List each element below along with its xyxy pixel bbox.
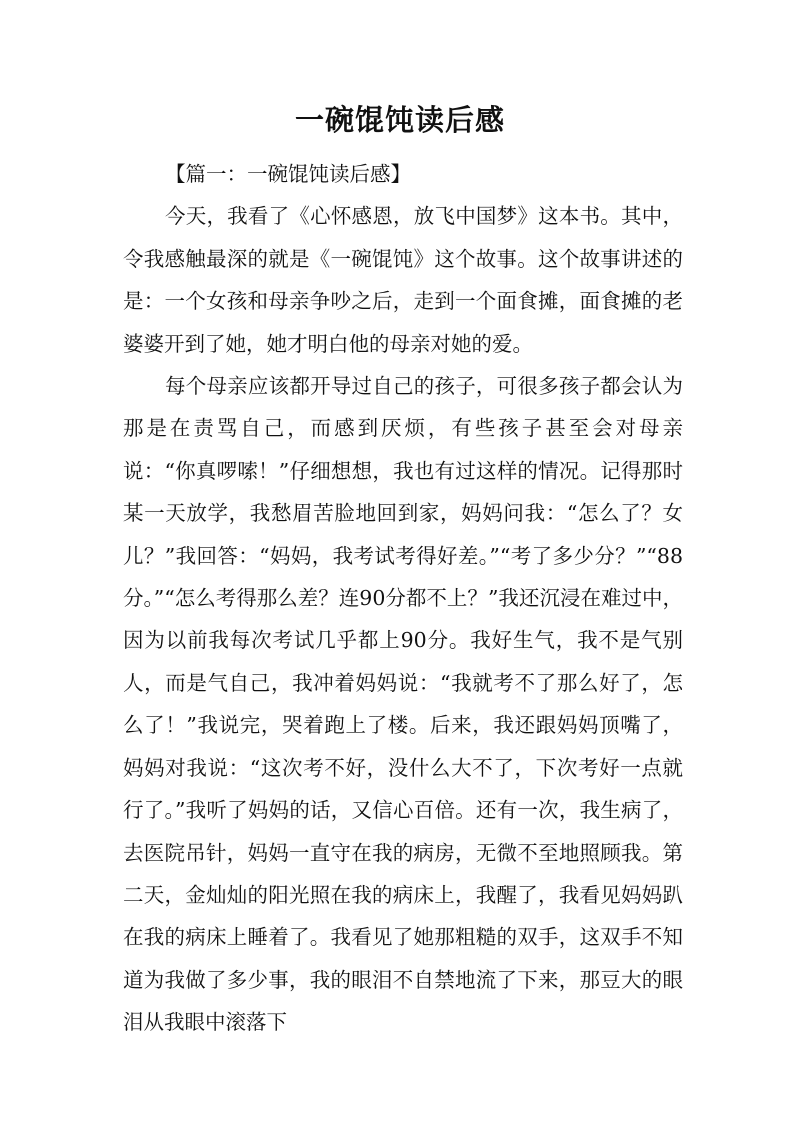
paragraph-2: 每个母亲应该都开导过自己的孩子，可很多孩子都会认为那是在责骂自己，而感到厌烦，有些孩子甚至会对母亲说：“你真啰嗦！”仔细想想，我也有过这样的情况。记得那时某一天放学，我愁眉苦脸地回到家，妈妈问我：“怎么了？女儿？”我回答：“妈妈，我考试考得好差。”“考了多少分？”“88分。”“怎么考得那么差？连90分都不上？”我还沉浸在难过中，因为以前我每次考试几乎都上90分。我好生气，我不是气别人，而是气自己，我冲着妈妈说：“我就考不了那么好了，怎么了！”我说完，哭着跑上了楼。后来，我还跟妈妈顶嘴了，妈妈对我说：“这次考不好，没什么大不了，下次考好一点就行了。”我听了妈妈的话，又信心百倍。还有一次，我生病了，去医院吊针，妈妈一直守在我的病房，无微不至地照顾我。第二天，金灿灿的阳光照在我的病床上，我醒了，我看见妈妈趴在我的病床上睡着了。我看见了她那粗糙的双手，这双手不知道为我做了多少事，我的眼泪不自禁地流了下来，那豆大的眼泪从我眼中滚落下 bbox=[123, 374, 683, 1035]
document-title: 一碗馄饨读后感 bbox=[294, 103, 505, 137]
section-heading: 【篇一：一碗馄饨读后感】 bbox=[165, 162, 411, 186]
paragraph-1: 今天，我看了《心怀感恩，放飞中国梦》这本书。其中，令我感触最深的就是《一碗馄饨》这个故事。这个故事讲述的是：一个女孩和母亲争吵之后，走到一个面食摊，面食摊的老婆婆开到了她，她才明白他的母亲对她的爱。 bbox=[123, 204, 683, 356]
document-body bbox=[123, 153, 683, 1044]
